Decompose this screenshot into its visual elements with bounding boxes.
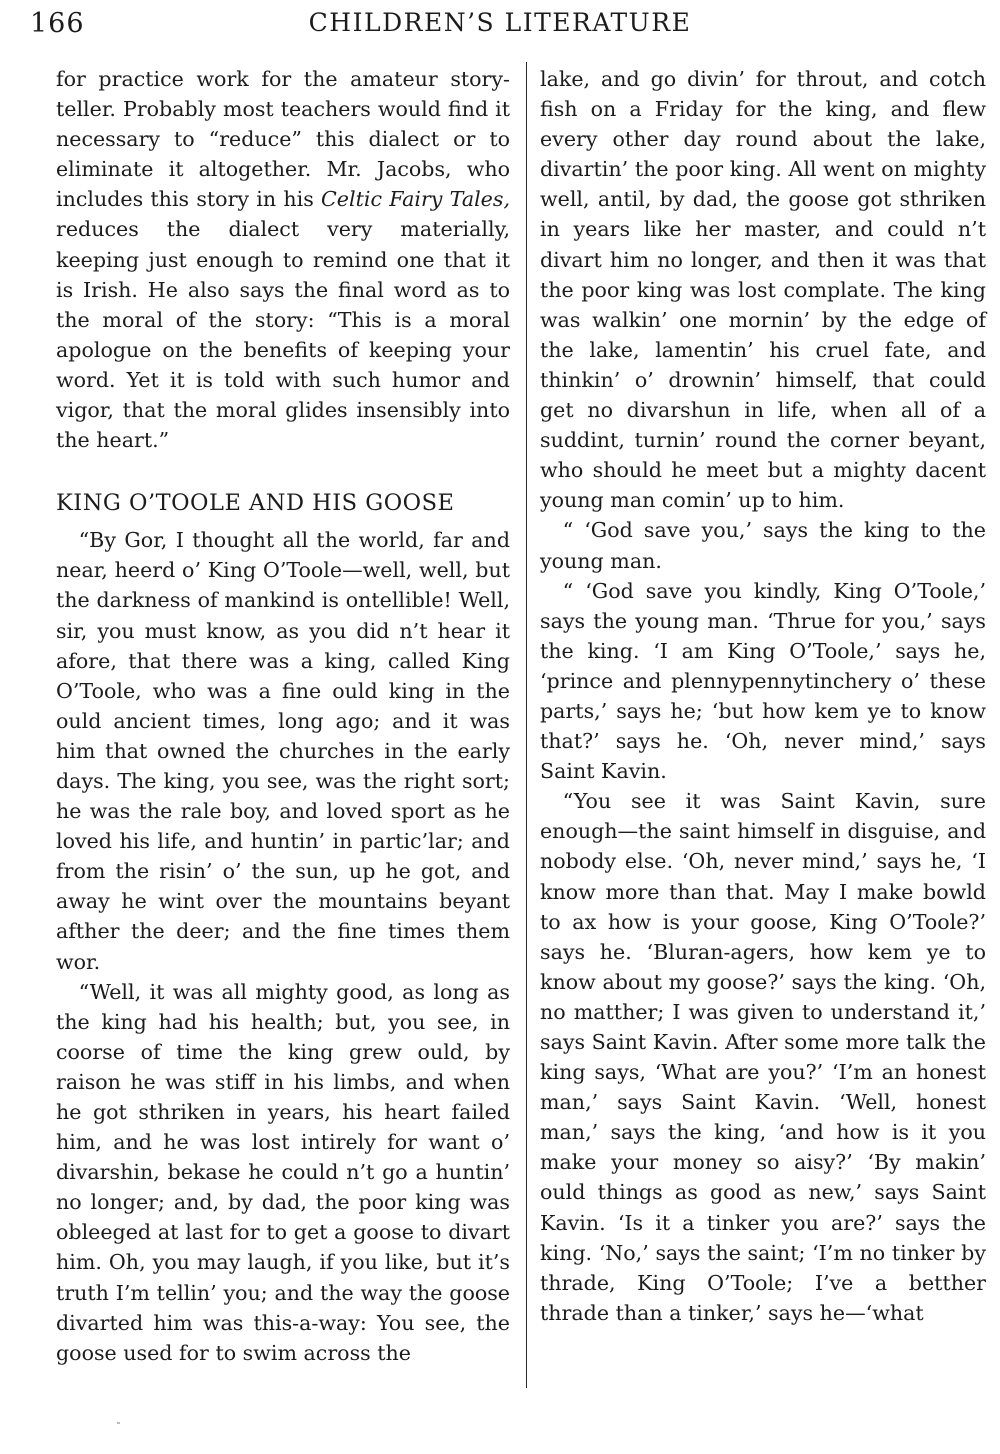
book-title-italic: Celtic Fairy Tales, (321, 187, 510, 212)
intro-paragraph (56, 64, 510, 455)
page-header (30, 8, 970, 52)
column-divider (526, 62, 527, 1388)
section-heading: KING O’TOOLE AND HIS GOOSE (56, 490, 455, 517)
running-title: CHILDREN’S LITERATURE (308, 8, 692, 37)
page-number: 166 (30, 8, 85, 39)
story-paragraph: “By Gor, I thought all the world, far and near, heerd o’ King O’Toole—well, well, but the darkness of mankind is ontellible! Well, sir, you must know, as you did n’t hear it afore, that there was a king, called King O’Toole, who was a fine ould king in the ould ancient times, long ago; and it was him that owned the churches in the early days. The king, you see, was the right sort; he was the rale boy, and loved sport as he loved his life, and huntin’ in partic’lar; and from the risin’ o’ the sun, up he got, and away he wint over the mountains beyant afther the deer; and the fine times them wor. (56, 528, 510, 974)
story-paragraph: lake, and go divin’ for throut, and cotch fish on a Friday for the king, and flew every other day round about the lake, divartin’ the poor king. All went on mighty well, antil, by dad, the goose got sthriken in years like her master, and could n’t divart him no longer, and then it was that the poor king was lost complate. The king was walkin’ one mornin’ by the edge of the lake, lamentin’ his cruel fate, and thinkin’ o’ drownin’ himself, that could get no divarshun in life, when all of a suddint, turnin’ round the corner beyant, who should he meet but a mighty dacent young man comin’ up to him. (540, 67, 986, 513)
story-paragraph: “You see it was Saint Kavin, sure enough—the saint himself in disguise, and nobody else. ‘Oh, never mind,’ says he, ‘I know more than that. May I make bowld to ax how is your goose, King O’Toole?’ says he. ‘Bluran-agers, how kem ye to know about my goose?’ says the king. ‘Oh, no matther; I was given to understand it,’ says Saint Kavin. After some more talk the king says, ‘What are you?’ ‘I’m an honest man,’ says Saint Kavin. ‘Well, honest man,’ says the king, ‘and how is it you make your money so aisy?’ ‘By makin’ ould things as good as new,’ says Saint Kavin. ‘Is it a tinker you are?’ says the king. ‘No,’ says the saint; ‘I’m no tinker by thrade, King O’Toole; I’ve a betther thrade than a tinker,’ says he—‘what (540, 789, 986, 1325)
right-column (540, 64, 986, 1328)
story-paragraph: “ ‘God save you kindly, King O’Toole,’ says the young man. ‘Thrue for you,’ says the king. ‘I am King O’Toole,’ says he, ‘prince and plennypennytinchery o’ these parts,’ says he; ‘but how kem ye to know that?’ says he. ‘Oh, never mind,’ says Saint Kavin. (540, 578, 986, 784)
intro-text-start: for practice work for the amateur story-teller. Probably most teachers would find it necessary to “reduce” this dialect or to eliminate it altogether. Mr. Jacobs, who includes this story in his (56, 67, 510, 212)
story-paragraph: “Well, it was all mighty good, as long as the king had his health; but, you see, in coorse of time the king grew ould, by raison he was stiff in his limbs, and when he got sthriken in years, his heart failed him, and he was lost intirely for want o’ divarshin, bekase he could n’t go a huntin’ no longer; and, by dad, the poor king was obleeged at last for to get a goose to divart him. Oh, you may laugh, if you like, but it’s truth I’m tellin’ you; and the way the goose divarted him was this-a-way: You see, the goose used for to swim across the (56, 979, 510, 1365)
left-column (56, 64, 510, 1368)
intro-text-end: reduces the dialect very materially, keeping just enough to remind one that it is Irish. He also says the final word as to the moral of the story: “This is a moral apologue on the benefits of keeping your word. Yet it is told with such humor and vigor, that the moral glides insensibly into the heart.” (56, 217, 510, 453)
story-paragraph: “ ‘God save you,’ says the king to the young man. (540, 518, 986, 573)
print-speck (117, 1422, 120, 1424)
